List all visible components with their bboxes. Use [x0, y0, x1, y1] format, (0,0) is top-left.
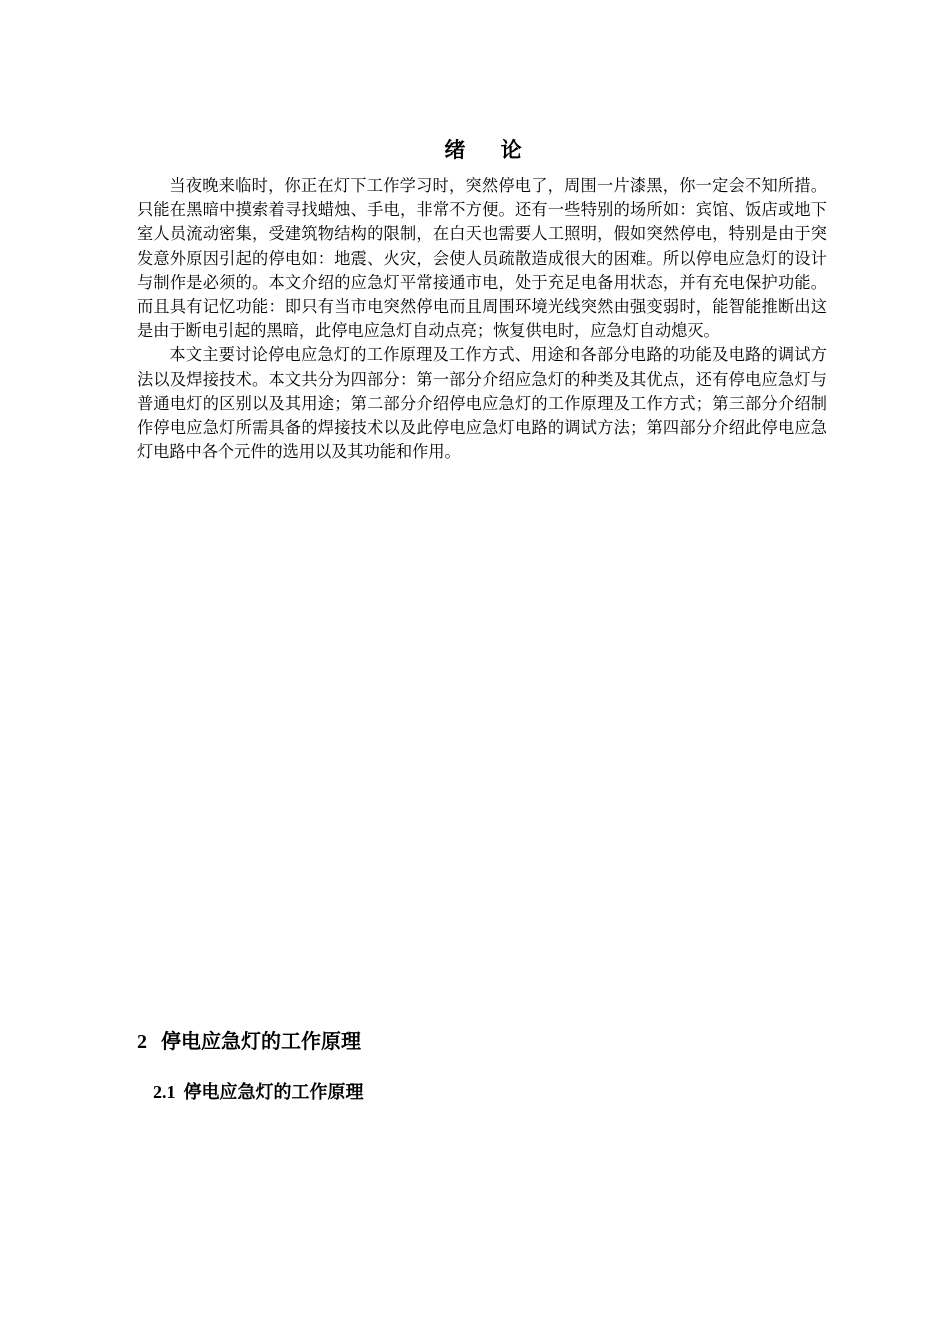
body-text	[137, 174, 827, 464]
subsection-heading	[153, 1078, 364, 1107]
subsection-title: 停电应急灯的工作原理	[183, 1082, 364, 1103]
paragraph-1: 当夜晚来临时，你正在灯下工作学习时，突然停电了，周围一片漆黑，你一定会不知所措。只能在黑暗中摸索着寻找蜡烛、手电，非常不方便。还有一些特别的场所如：宾馆、饭店或地下室人员流动密集，受建筑物结构的限制，在白天也需要人工照明，假如突然停电，特别是由于突发意外原因引起的停电如：地震、火灾，会使人员疏散造成很大的困难。所以停电应急灯的设计与制作是必须的。本文介绍的应急灯平常接通市电，处于充足电备用状态，并有充电保护功能。而且具有记忆功能：即只有当市电突然停电而且周围环境光线突然由强变弱时，能智能推断出这是由于断电引起的黑暗，此停电应急灯自动点亮；恢复供电时，应急灯自动熄灭。	[137, 176, 827, 341]
page-title: 绪 论	[444, 138, 536, 162]
subsection-number: 2.1	[153, 1082, 176, 1102]
paragraph-2: 本文主要讨论停电应急灯的工作原理及工作方式、用途和各部分电路的功能及电路的调试方法以及焊接技术。本文共分为四部分：第一部分介绍应急灯的种类及其优点，还有停电应急灯与普通电灯的区别以及其用途；第二部分介绍停电应急灯的工作原理及工作方式；第三部分介绍制作停电应急灯所需具备的焊接技术以及此停电应急灯电路的调试方法；第四部分介绍此停电应急灯电路中各个元件的选用以及其功能和作用。	[137, 345, 827, 462]
section-number: 2	[137, 1031, 147, 1053]
section-title: 停电应急灯的工作原理	[161, 1029, 361, 1053]
section-heading	[137, 1026, 361, 1057]
